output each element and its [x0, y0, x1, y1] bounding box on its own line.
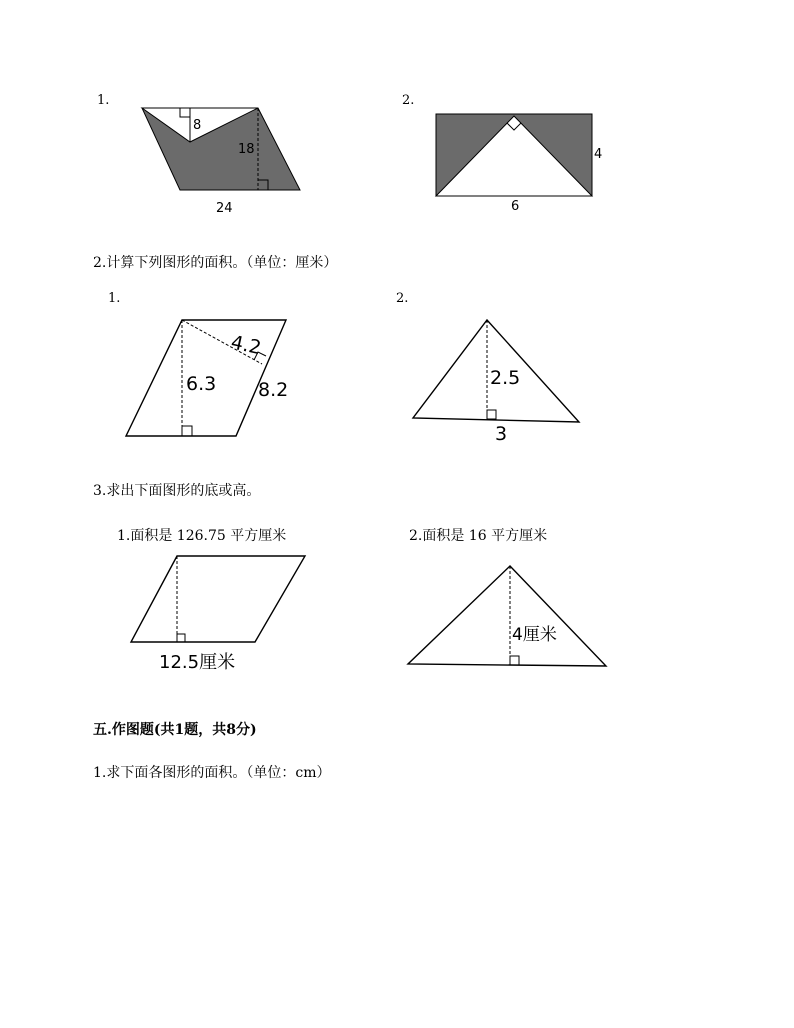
s3-fig1-caption: 1.面积是 126.75 平方厘米 [117, 528, 287, 544]
section2-heading: 2.计算下列图形的面积。（单位：厘米） [93, 255, 338, 271]
triangle-figure [405, 312, 595, 447]
shaded-parallelogram-figure [130, 100, 310, 220]
label-8-2: 8.2 [258, 379, 289, 401]
label-4: 4 [594, 147, 603, 162]
fig1-number: 1. [97, 93, 110, 108]
s2-fig1-number: 1. [108, 291, 121, 306]
height-label: 4厘米 [512, 625, 557, 645]
section5-title: 五.作图题(共1题，共8分) [93, 722, 257, 738]
label-6: 6 [511, 199, 520, 214]
section5-question-1: 1.求下面各图形的面积。（单位：cm） [93, 765, 331, 781]
parallelogram-figure [120, 312, 300, 444]
s3-fig2-caption: 2.面积是 16 平方厘米 [409, 528, 548, 544]
fig2-number: 2. [402, 93, 415, 108]
label-8: 8 [193, 118, 202, 133]
triangle-height-figure [400, 558, 610, 673]
shaded-rectangle-figure [430, 108, 610, 218]
section3-heading: 3.求出下面图形的底或高。 [93, 483, 261, 499]
label-4-2: 4.2 [228, 331, 264, 360]
label-18: 18 [238, 142, 255, 157]
parallelogram-base-figure [125, 550, 315, 680]
s2-fig2-number: 2. [396, 291, 409, 306]
label-24: 24 [216, 201, 233, 216]
label-3: 3 [495, 423, 508, 445]
label-2-5: 2.5 [490, 367, 521, 389]
label-6-3: 6.3 [186, 373, 217, 395]
base-label: 12.5厘米 [159, 652, 236, 673]
